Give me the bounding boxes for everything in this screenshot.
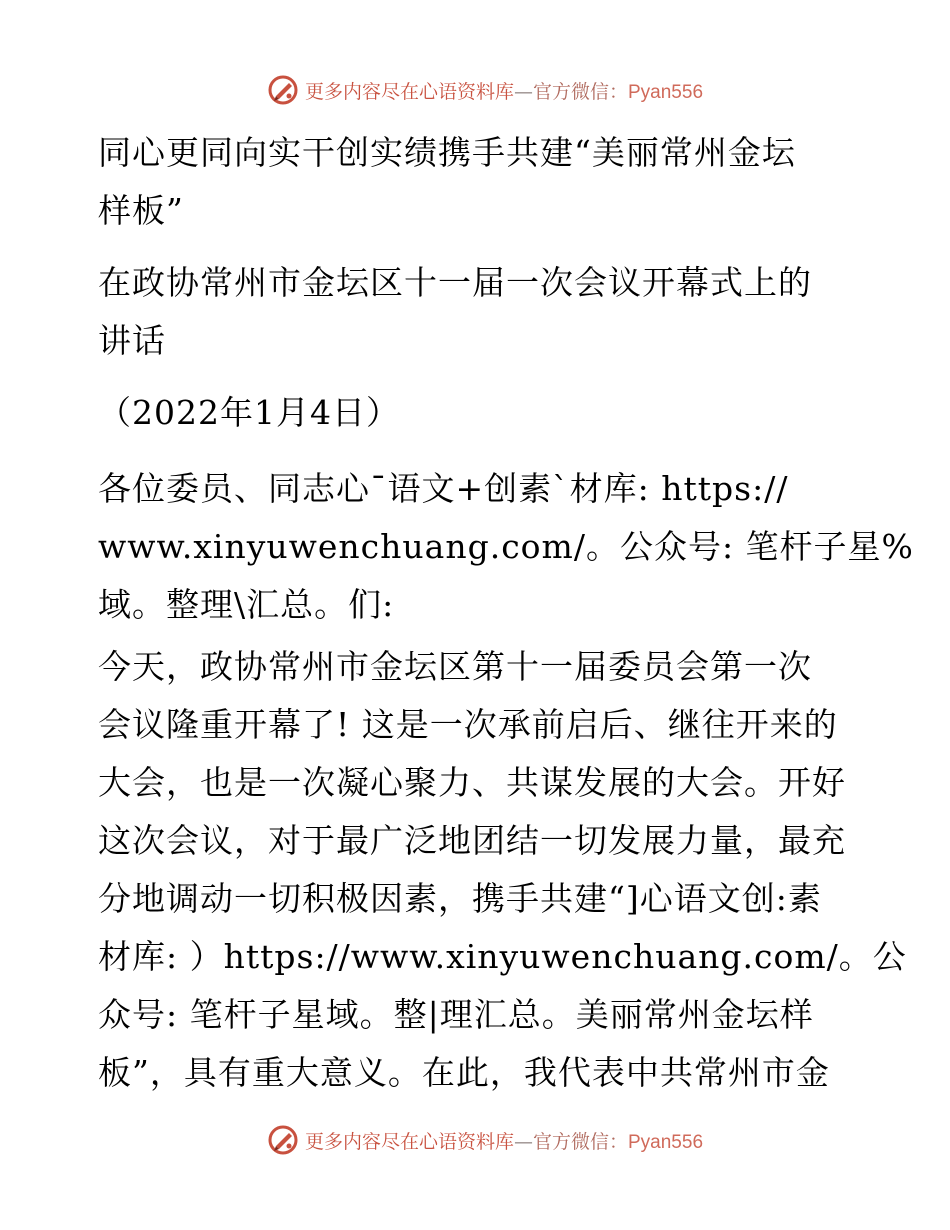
- body-line: 今天，政协常州市金坛区第十一届委员会第一次: [98, 647, 812, 686]
- title-line: 同心更同向实干创实绩携手共建“美丽常州金坛: [98, 133, 796, 172]
- banner-slogan: 更多内容尽在心语资料库: [304, 1130, 514, 1153]
- body-line: 会议隆重开幕了! 这是一次承前启后、继往开来的: [98, 705, 838, 744]
- title-line: 样板”: [98, 191, 184, 230]
- banner-text: [305, 1127, 703, 1154]
- body-line: 材库: ）https://www.xinyuwenchuang.com/。公: [98, 937, 907, 976]
- pen-logo-icon: [267, 1124, 299, 1156]
- banner-wechat-id: Pyan556: [628, 1131, 704, 1153]
- banner-inner: [267, 1124, 703, 1156]
- greeting-line: 各位委员、同志心¯语文+创素`材库: https://: [98, 469, 789, 508]
- greeting-paragraph: [98, 460, 914, 634]
- date-line: （2022年1月4日）: [98, 393, 400, 432]
- subtitle-line: 讲话: [98, 321, 166, 360]
- header-banner: [0, 70, 950, 110]
- body-line: 众号: 笔杆子星域。整|理汇总。美丽常州金坛样: [98, 995, 814, 1034]
- banner-separator: —: [513, 1130, 533, 1153]
- document-date: [98, 384, 858, 442]
- body-line: 板”，具有重大意义。在此，我代表中共常州市金: [98, 1053, 830, 1092]
- document-title: [98, 124, 858, 240]
- footer-banner: [0, 1120, 950, 1160]
- document-content: [98, 124, 914, 1102]
- banner-text: [305, 77, 703, 104]
- greeting-line: www.xinyuwenchuang.com/。公众号: 笔杆子星%: [98, 527, 914, 566]
- body-paragraph: [98, 638, 907, 1102]
- greeting-line: 域。整理\汇总。们:: [98, 585, 395, 624]
- document-subtitle: [98, 254, 858, 370]
- banner-inner: [267, 74, 703, 106]
- body-line: 这次会议，对于最广泛地团结一切发展力量，最充: [98, 821, 846, 860]
- pen-logo-icon: [267, 74, 299, 106]
- subtitle-line: 在政协常州市金坛区十一届一次会议开幕式上的: [98, 263, 812, 302]
- body-line: 大会，也是一次凝心聚力、共谋发展的大会。开好: [98, 763, 846, 802]
- banner-wechat-id: Pyan556: [628, 81, 704, 103]
- banner-separator: —: [513, 80, 533, 103]
- banner-wechat-label: 官方微信：: [532, 80, 628, 103]
- body-line: 分地调动一切积极因素，携手共建“]心语文创:素: [98, 879, 822, 918]
- banner-slogan: 更多内容尽在心语资料库: [304, 80, 514, 103]
- banner-wechat-label: 官方微信：: [532, 1130, 628, 1153]
